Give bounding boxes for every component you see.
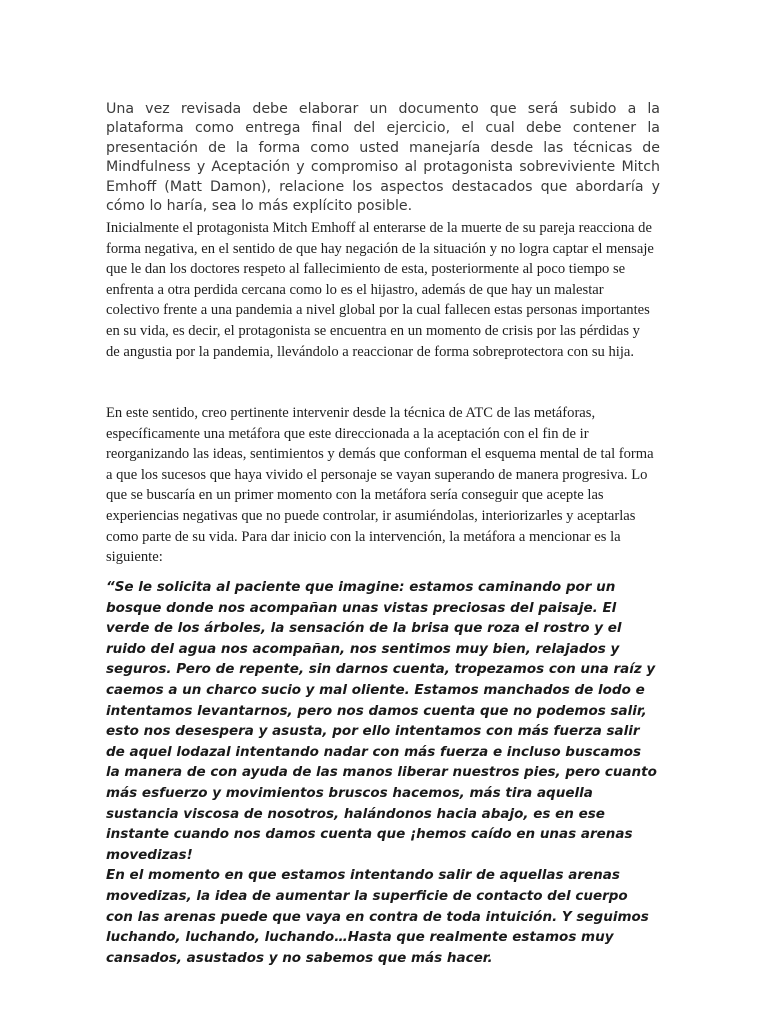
metaphor-part-1: “Se le solicita al paciente que imagine: estamos caminando por un bosque donde nos acompañan unas vistas preciosas del paisaje. El verde de los árboles, la sensación de la brisa que roza el rostro y el ruido del agua nos acompañan, nos sentimos muy bien, relajados y seguros. Pero de repente, sin darnos cuenta, tropezamos con una raíz y caemos a un charco sucio y mal oliente. Estamos manchados de lodo e intentamos levantarnos, pero nos damos cuenta que no podemos salir, esto nos desespera y asusta, por ello intentamos con más fuerza salir de aquel lodazal intentando nadar con más fuerza e incluso buscamos la manera de con ayuda de las manos liberar nuestros pies, pero cuanto más esfuerzo y movimientos bruscos hacemos, más tira aquella sustancia viscosa de nosotros, halándonos hacia abajo, es en ese instante cuando nos damos cuenta que ¡hemos caído en unas arenas movedizas! bbox=[106, 579, 657, 863]
metaphor-part-2: En el momento en que estamos intentando salir de aquellas arenas movedizas, la idea de aumentar la superficie de contacto del cuerpo con las arenas puede que vaya en contra de toda intuición. Y seguimos luchando, luchando, luchando…Hasta que realmente estamos muy cansados, asustados y no sabemos que más hacer. bbox=[106, 867, 649, 966]
metaphor-quote bbox=[106, 577, 658, 968]
paragraph-initial-analysis: Inicialmente el protagonista Mitch Emhoff al enterarse de la muerte de su pareja reacciona de forma negativa, en el sentido de que hay negación de la situación y no logra captar el mensaje que le dan los doctores respeto al fallecimiento de esta, posteriormente al poco tiempo se enfrenta a otra perdida cercana como lo es el hijastro, además de que hay un malestar colectivo frente a una pandemia a nivel global por la cual fallecen estas personas importantes en su vida, es decir, el protagonista se encuentra en un momento de crisis por las pérdidas y de angustia por la pandemia, llevándolo a reaccionar de forma sobreprotectora con su hija. bbox=[106, 220, 654, 360]
paragraph-intervention-proposal: En este sentido, creo pertinente intervenir desde la técnica de ATC de las metáforas, específicamente una metáfora que este direccionada a la aceptación con el fin de ir reorganizando las ideas, sentimientos y demás que conforman el esquema mental de tal forma a que los sucesos que haya vivido el personaje se vayan superando de manera progresiva. Lo que se buscaría en un primer momento con la metáfora sería conseguir que acepte las experiencias negativas que no puede controlar, ir asumiéndolas, interiorizarles y aceptarlas como parte de su vida. Para dar inicio con la intervención, la metáfora a mencionar es la siguiente: bbox=[106, 405, 654, 566]
assignment-instructions: Una vez revisada debe elaborar un documento que será subido a la plataforma como entrega final del ejercicio, el cual debe contener la presentación de la forma como usted manejaría desde las técnicas de Mindfulness y Aceptación y compromiso al protagonista sobreviviente Mitch Emhoff (Matt Damon), relacione los aspectos destacados que abordaría y cómo lo haría, sea lo más explícito posible. bbox=[106, 101, 660, 215]
